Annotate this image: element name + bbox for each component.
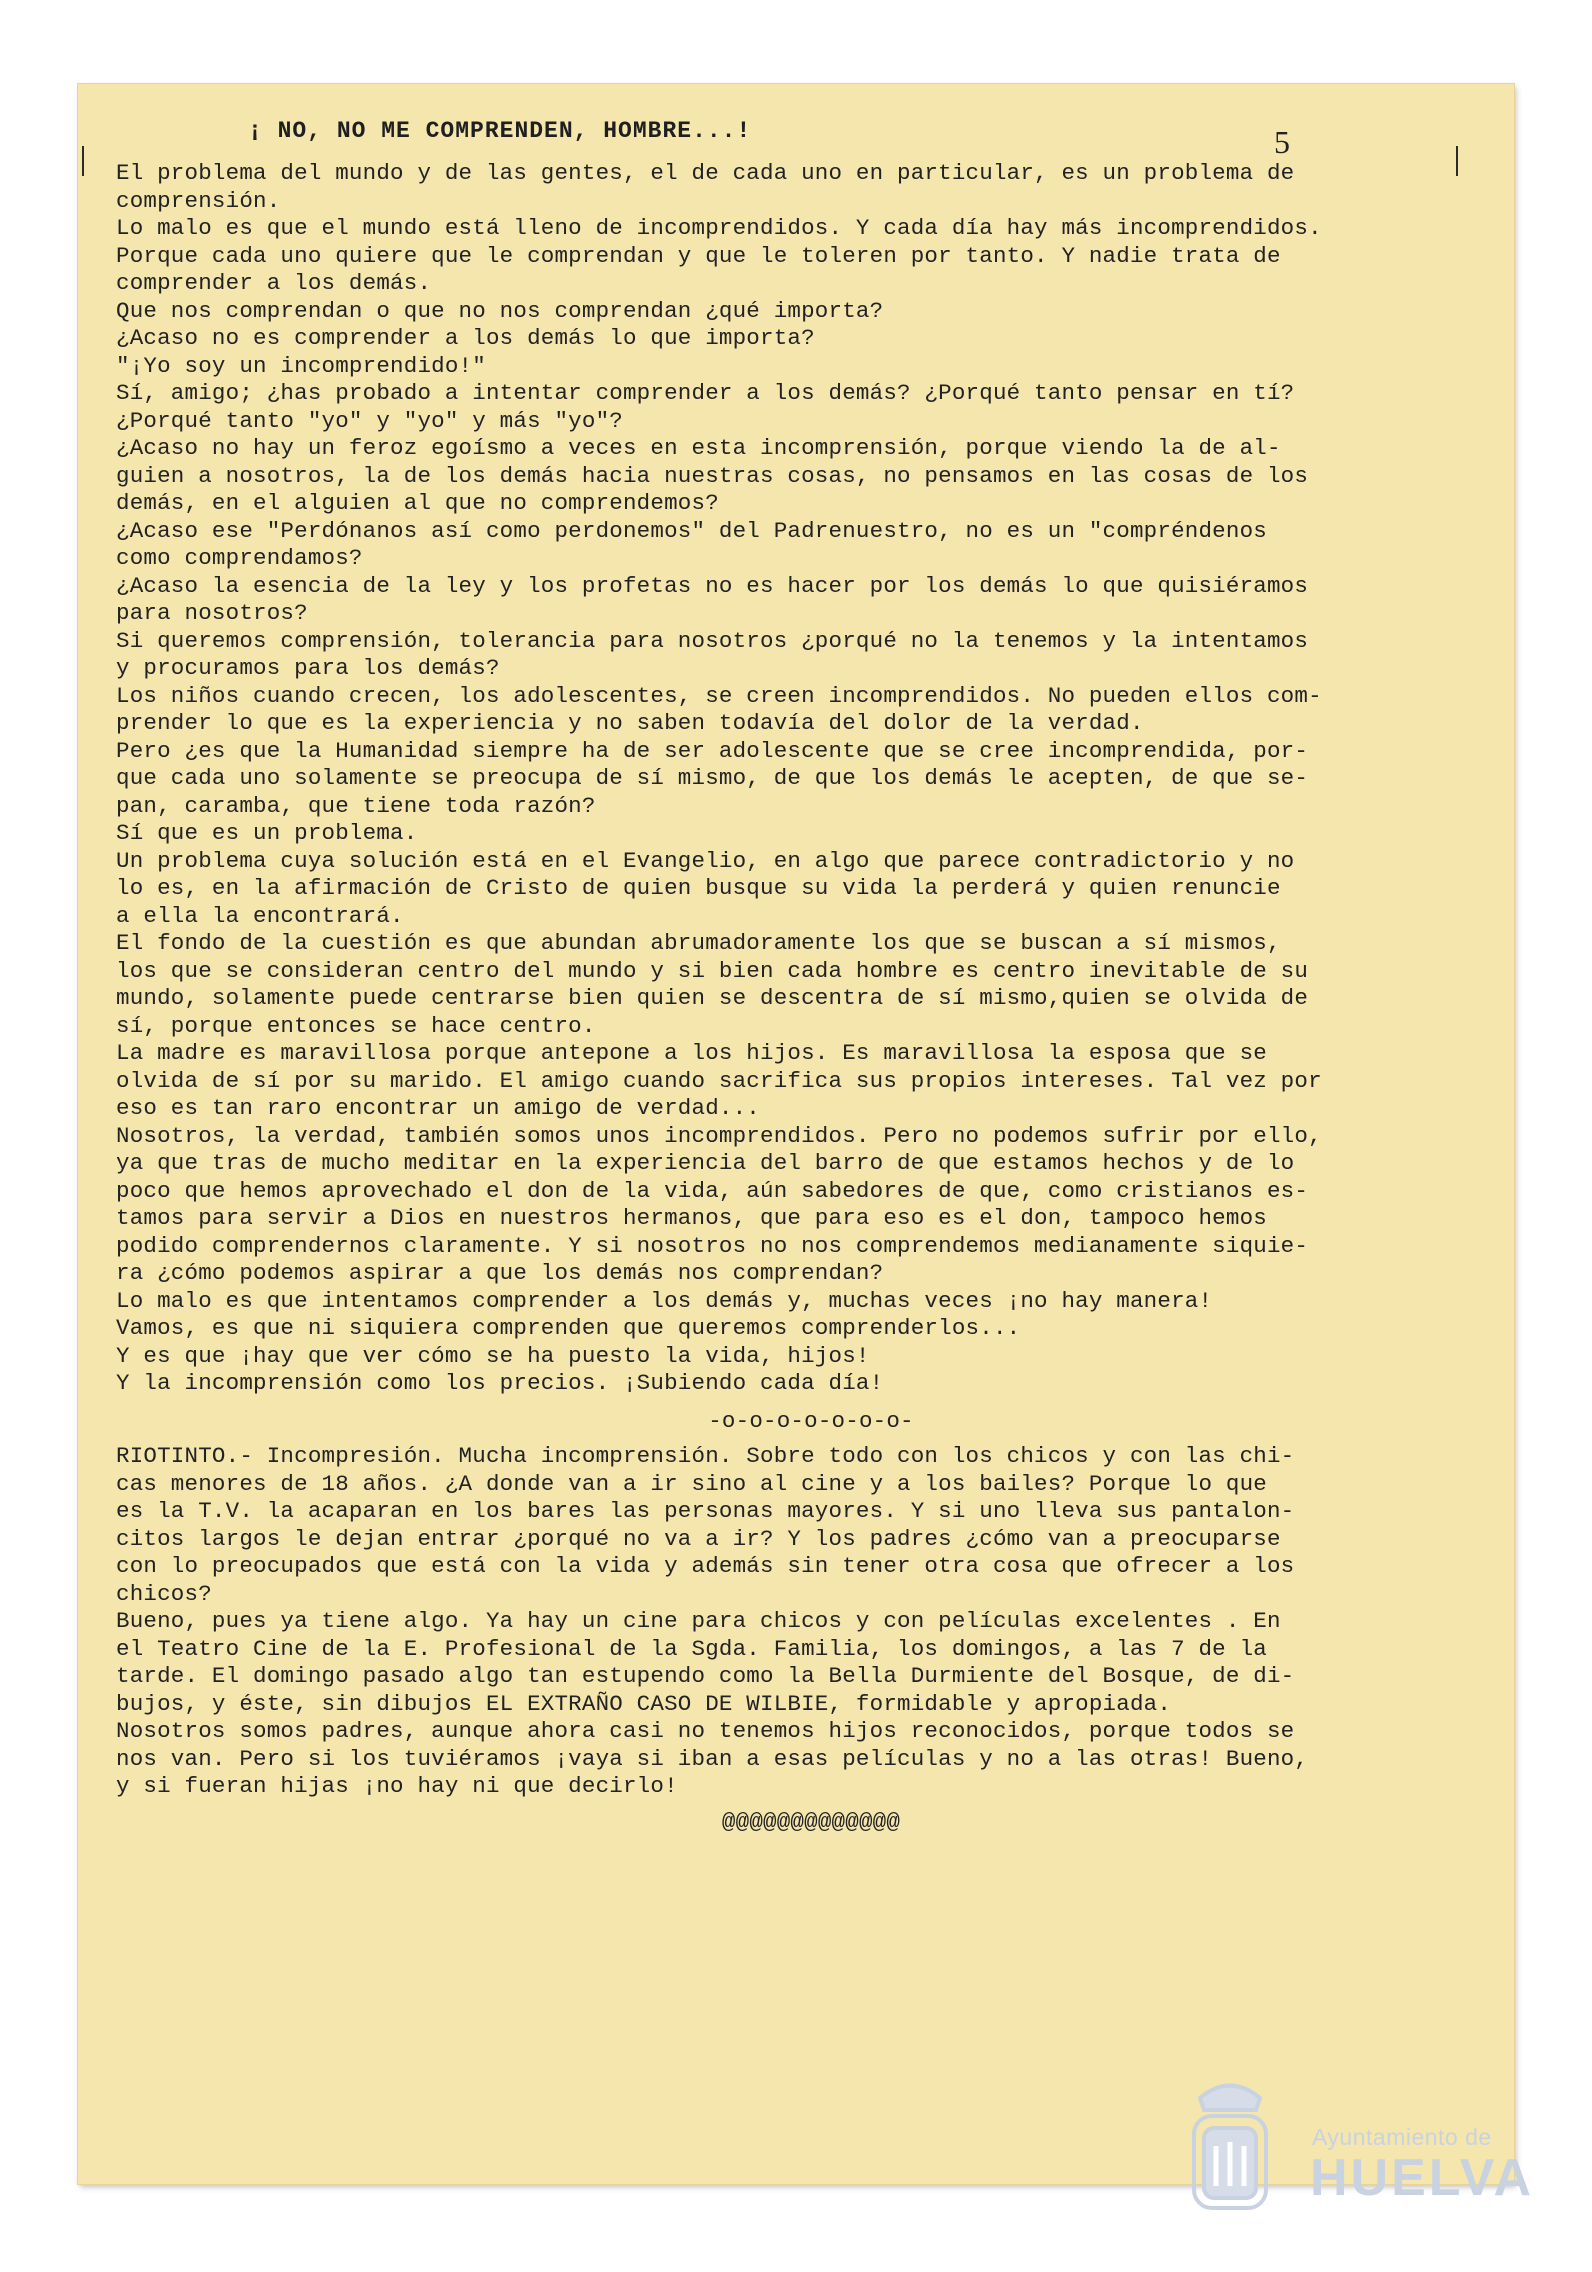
text-line: tarde. El domingo pasado algo tan estupendo como la Bella Durmiente del Bosque, de di- — [116, 1663, 1295, 1689]
spacer — [116, 1801, 1416, 1809]
riotinto-note — [116, 1443, 1416, 1801]
text-line: y si fueran hijas ¡no hay ni que decirlo! — [116, 1773, 678, 1799]
watermark-line1: Ayuntamiento de — [1312, 2124, 1492, 2150]
text-line: Sí que es un problema. — [116, 820, 418, 846]
article-body — [116, 160, 1416, 1398]
spacer — [116, 1398, 1416, 1408]
watermark-line2: HUELVA — [1310, 2149, 1535, 2207]
text-line: ¿Porqué tanto "yo" y "yo" y más "yo"? — [116, 407, 623, 434]
text-line: ¿Acaso no es comprender a los demás lo que importa? — [116, 325, 815, 351]
document-title: ¡ NO, NO ME COMPRENDEN, HOMBRE...! — [248, 118, 752, 144]
text-line: Los niños cuando crecen, los adolescentes, se creen incomprendidos. No pueden ellos com- — [116, 682, 1322, 709]
spacer — [116, 1435, 1416, 1443]
text-line: con lo preocupados que está con la vida y además sin tener otra cosa que ofrecer a los — [116, 1553, 1295, 1579]
text-line: Vamos, es que ni siquiera comprenden que queremos comprenderlos... — [116, 1315, 1021, 1341]
text-line: Sí, amigo; ¿has probado a intentar comprender a los demás? ¿Porqué tanto pensar en tí? — [116, 380, 1295, 406]
text-line: comprender a los demás. — [116, 270, 432, 296]
text-line: ¿Acaso no hay un feroz egoísmo a veces en esta incomprensión, porque viendo la de al- — [116, 435, 1281, 461]
text-line: olvida de sí por su marido. El amigo cuando sacrifica sus propios intereses. Tal vez por — [116, 1067, 1322, 1094]
text-line: es la T.V. la acaparan en los bares las personas mayores. Y si uno lleva sus pantalon- — [116, 1498, 1295, 1524]
margin-mark — [82, 146, 84, 176]
text-line: los que se consideran centro del mundo y si bien cada hombre es centro inevitable de su — [116, 957, 1309, 984]
text-line: guien a nosotros, la de los demás hacia nuestras cosas, no pensamos en las cosas de los — [116, 462, 1309, 489]
text-line: tamos para servir a Dios en nuestros hermanos, que para eso es el don, tampoco hemos — [116, 1205, 1267, 1231]
text-line: demás, en el alguien al que no comprendemos? — [116, 490, 719, 516]
text-line: El problema del mundo y de las gentes, el de cada uno en particular, es un problema de — [116, 160, 1295, 186]
end-separator: @@@@@@@@@@@@@ — [721, 1808, 901, 1835]
text-line: Que nos comprendan o que no nos comprendan ¿qué importa? — [116, 297, 884, 324]
text-line: Nosotros somos padres, aunque ahora casi no tenemos hijos reconocidos, porque todos se — [116, 1718, 1295, 1744]
text-line: Porque cada uno quiere que le comprendan y que le toleren por tanto. Y nadie trata de — [116, 242, 1281, 269]
text-line: sí, porque entonces se hace centro. — [116, 1012, 596, 1039]
text-line: Nosotros, la verdad, también somos unos incomprendidos. Pero no podemos sufrir por ello, — [116, 1122, 1322, 1149]
text-line: ¿Acaso la esencia de la ley y los profetas no es hacer por los demás lo que quisiéramos — [116, 572, 1309, 599]
text-line: El fondo de la cuestión es que abundan abrumadoramente los que se buscan a sí mismos, — [116, 930, 1281, 956]
text-line: Un problema cuya solución está en el Evangelio, en algo que parece contradictorio y no — [116, 847, 1295, 874]
text-line: pan, caramba, que tiene toda razón? — [116, 792, 596, 819]
text-line: Y la incomprensión como los precios. ¡Subiendo cada día! — [116, 1370, 884, 1396]
section-separator: -o-o-o-o-o-o-o- — [708, 1407, 914, 1434]
text-line: Lo malo es que el mundo está lleno de incomprendidos. Y cada día hay más incomprendidos. — [116, 215, 1322, 241]
margin-mark — [1456, 146, 1458, 176]
text-line: nos van. Pero si los tuviéramos ¡vaya si iban a esas películas y no a las otras! Bueno, — [116, 1745, 1309, 1772]
huelva-coat-of-arms-logo — [1180, 2068, 1280, 2216]
text-line: como comprendamos? — [116, 545, 363, 571]
text-line: ¿Acaso ese "Perdónanos así como perdonemos" del Padrenuestro, no es un "compréndenos — [116, 517, 1267, 544]
text-line: poco que hemos aprovechado el don de la vida, aún sabedores de que, como cristianos es- — [116, 1177, 1309, 1204]
text-line: Y es que ¡hay que ver cómo se ha puesto la vida, hijos! — [116, 1342, 870, 1369]
text-line: Pero ¿es que la Humanidad siempre ha de ser adolescente que se cree incomprendida, por- — [116, 737, 1309, 764]
text-line: comprensión. — [116, 187, 281, 214]
text-line: cas menores de 18 años. ¿A donde van a ir sino al cine y a los bailes? Porque lo que — [116, 1470, 1267, 1497]
text-line: La madre es maravillosa porque antepone a los hijos. Es maravillosa la esposa que se — [116, 1040, 1267, 1066]
text-line: ya que tras de mucho meditar en la experiencia del barro de que estamos hechos y de lo — [116, 1150, 1295, 1176]
text-line: mundo, solamente puede centrarse bien quien se descentra de sí mismo,quien se olvida de — [116, 985, 1309, 1011]
text-line: Si queremos comprensión, tolerancia para nosotros ¿porqué no la tenemos y la intentamos — [116, 627, 1309, 654]
text-line: Lo malo es que intentamos comprender a los demás y, muchas veces ¡no hay manera! — [116, 1287, 1213, 1314]
text-line: a ella la encontrará. — [116, 902, 404, 929]
text-line: lo es, en la afirmación de Cristo de quien busque su vida la perderá y quien renuncie — [116, 875, 1281, 901]
text-line: que cada uno solamente se preocupa de sí mismo, de que los demás le acepten, de que se- — [116, 765, 1309, 791]
text-line: citos largos le dejan entrar ¿porqué no va a ir? Y los padres ¿cómo van a preocuparse — [116, 1525, 1281, 1552]
text-line: el Teatro Cine de la E. Profesional de la Sgda. Familia, los domingos, a las 7 de la — [116, 1635, 1267, 1662]
page-number: 5 — [1274, 124, 1290, 160]
text-line: ra ¿cómo podemos aspirar a que los demás nos comprendan? — [116, 1260, 884, 1286]
text-line: "¡Yo soy un incomprendido!" — [116, 352, 486, 379]
text-line: chicos? — [116, 1580, 212, 1607]
text-line: RIOTINTO.- Incompresión. Mucha incomprensión. Sobre todo con los chicos y con las chi- — [116, 1443, 1295, 1469]
text-line: prender lo que es la experiencia y no saben todavía del dolor de la verdad. — [116, 710, 1144, 736]
text-line: bujos, y éste, sin dibujos EL EXTRAÑO CASO DE WILBIE, formidable y apropiada. — [116, 1690, 1172, 1717]
text-line: Bueno, pues ya tiene algo. Ya hay un cine para chicos y con películas excelentes . En — [116, 1608, 1281, 1634]
text-line: para nosotros? — [116, 600, 308, 626]
document-body — [116, 160, 1416, 1836]
text-line: eso es tan raro encontrar un amigo de verdad... — [116, 1095, 761, 1121]
text-line: y procuramos para los demás? — [116, 655, 500, 681]
text-line: podido comprendernos claramente. Y si nosotros no nos comprendemos medianamente siquie- — [116, 1232, 1309, 1259]
